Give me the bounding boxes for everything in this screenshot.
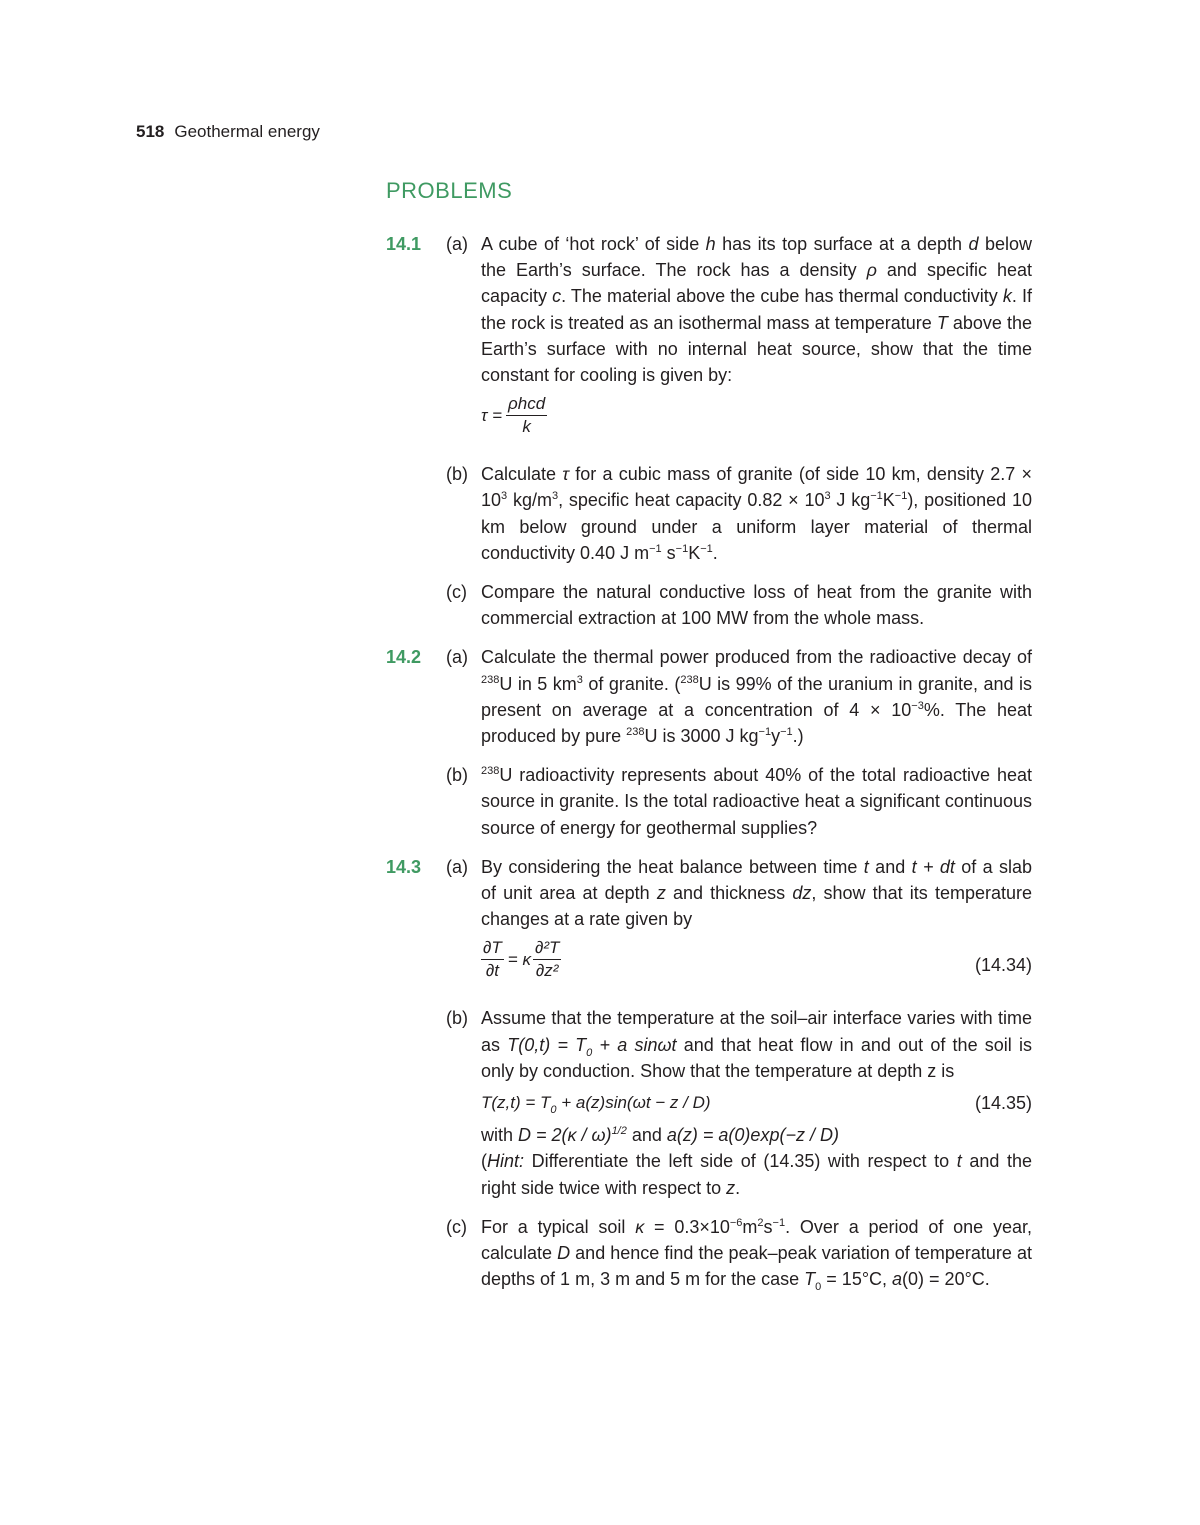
part-text: A cube of ‘hot rock’ of side h has its top surface at a depth d below the Earth’s surface. The rock has a density ρ and specific heat capacity c. The material above the cube has thermal conductivity k. If the rock is treated as an isothermal mass at temperature T above the Earth’s surface with no internal heat source, show that the time constant for cooling is given by: — [481, 234, 1033, 386]
equation-lhs: τ = — [481, 405, 503, 425]
problem-number: 14.3 — [386, 856, 422, 877]
running-head — [136, 122, 320, 142]
fraction-rhs: $\frac{\text{∂²T}}{\text{∂z²}}$ — [534, 938, 560, 981]
section-title: PROBLEMS — [386, 178, 513, 203]
part-label: (c) — [446, 582, 467, 603]
definition-line: with D = 2(κ / ω)$^{1/2}$ and a(z) = a(0)exp(−z / D) — [481, 1125, 839, 1146]
part-a — [446, 231, 1033, 448]
running-title: Geothermal energy — [174, 122, 320, 141]
fraction — [506, 394, 547, 437]
part-label: (b) — [446, 1008, 468, 1029]
part-label: (a) — [446, 647, 468, 668]
equation-tau — [481, 394, 1032, 448]
equation-number: (14.35) — [974, 1093, 1032, 1114]
problem-14-3 — [386, 854, 1032, 1293]
fraction-numerator: ρhcd — [506, 394, 547, 416]
part-text: By considering the heat balance between time t and t + dt of a slab of unit area at depth z and thickness dz, show that its temperature changes at a rate given by — [481, 856, 1032, 930]
part-text: Assume that the temperature at the soil–air interface varies with time as $T(0,t) = T_0 + a$ sinωt and that heat flow in and out of the soil is only by conduction. Show that the temperature at depth z is — [481, 1008, 1033, 1081]
part-b — [446, 1005, 1033, 1200]
part-label: (c) — [446, 1216, 467, 1237]
part-a — [446, 854, 1032, 993]
hint-text: (Hint: Differentiate the left side of (14.35) with respect to t and the right side twice with respect to z. — [481, 1151, 1032, 1198]
problem-14-1 — [386, 231, 1032, 631]
part-text: $^{238}$U radioactivity represents about 40% of the total radioactive heat source in granite. Is the total radioactive heat a significant continuous source of energy for geothermal supplies? — [481, 765, 1032, 838]
part-b — [446, 762, 1032, 841]
equation-14-34 — [481, 938, 1032, 992]
equation-number: (14.34) — [974, 955, 1032, 976]
problems-list — [386, 231, 1032, 1306]
part-text: Calculate the thermal power produced from the radioactive decay of $^{238}$U in 5 $km^3$ of granite. ($^{238}$U is 99% of the uranium in granite, and is present on average at a concentration of $4 \times 10^{-3}\%$. The heat produced by pure $^{238}$U is 3000 J $kg^{-1}y^{-1}$.) — [481, 647, 1033, 747]
part-label: (b) — [446, 464, 468, 485]
part-b — [446, 461, 1032, 566]
part-text: Calculate τ for a cubic mass of granite (of side 10 km, density $2.7 \times 10^3$ $kg/m^3$, specific heat capacity $0.82 \times 10^3$ J $kg^{-1}K^{-1}$), positioned 10 km below ground under a uniform layer material of thermal conductivity 0.40 J $m^{-1}$ $s^{-1}K^{-1}$. — [481, 464, 1032, 563]
part-c — [446, 1214, 1032, 1294]
part-label: (b) — [446, 765, 468, 786]
fraction-denominator: k — [522, 417, 531, 437]
part-text: Compare the natural conductive loss of heat from the granite with commercial extraction at 100 MW from the whole mass. — [481, 582, 1032, 629]
part-label: (a) — [446, 856, 468, 877]
equation-14-35: $T(z,t) = T_0 + a(z)\sin(\omega t - z / D)$ (14.35) — [481, 1090, 1032, 1116]
part-text: For a typical soil $\kappa = 0.3\times 10^{-6}m^2s^{-1}$. Over a period of one year, calculate D and hence find the peak–peak variation of temperature at depths of 1 m, 3 m and 5 m for the case $T_0 = 15^\circ C$, a(0) = 20°C. — [481, 1216, 1032, 1294]
part-a — [446, 644, 1033, 749]
problem-number: 14.2 — [386, 647, 422, 668]
problem-14-2 — [386, 644, 1032, 840]
problem-number: 14.1 — [386, 234, 422, 254]
part-c — [446, 579, 1032, 631]
page-number: 518 — [136, 122, 165, 141]
equation-mid: = κ — [507, 949, 531, 969]
fraction-lhs: $\frac{\partial T}{\partial t}$ — [483, 938, 502, 981]
part-label: (a) — [446, 234, 468, 254]
